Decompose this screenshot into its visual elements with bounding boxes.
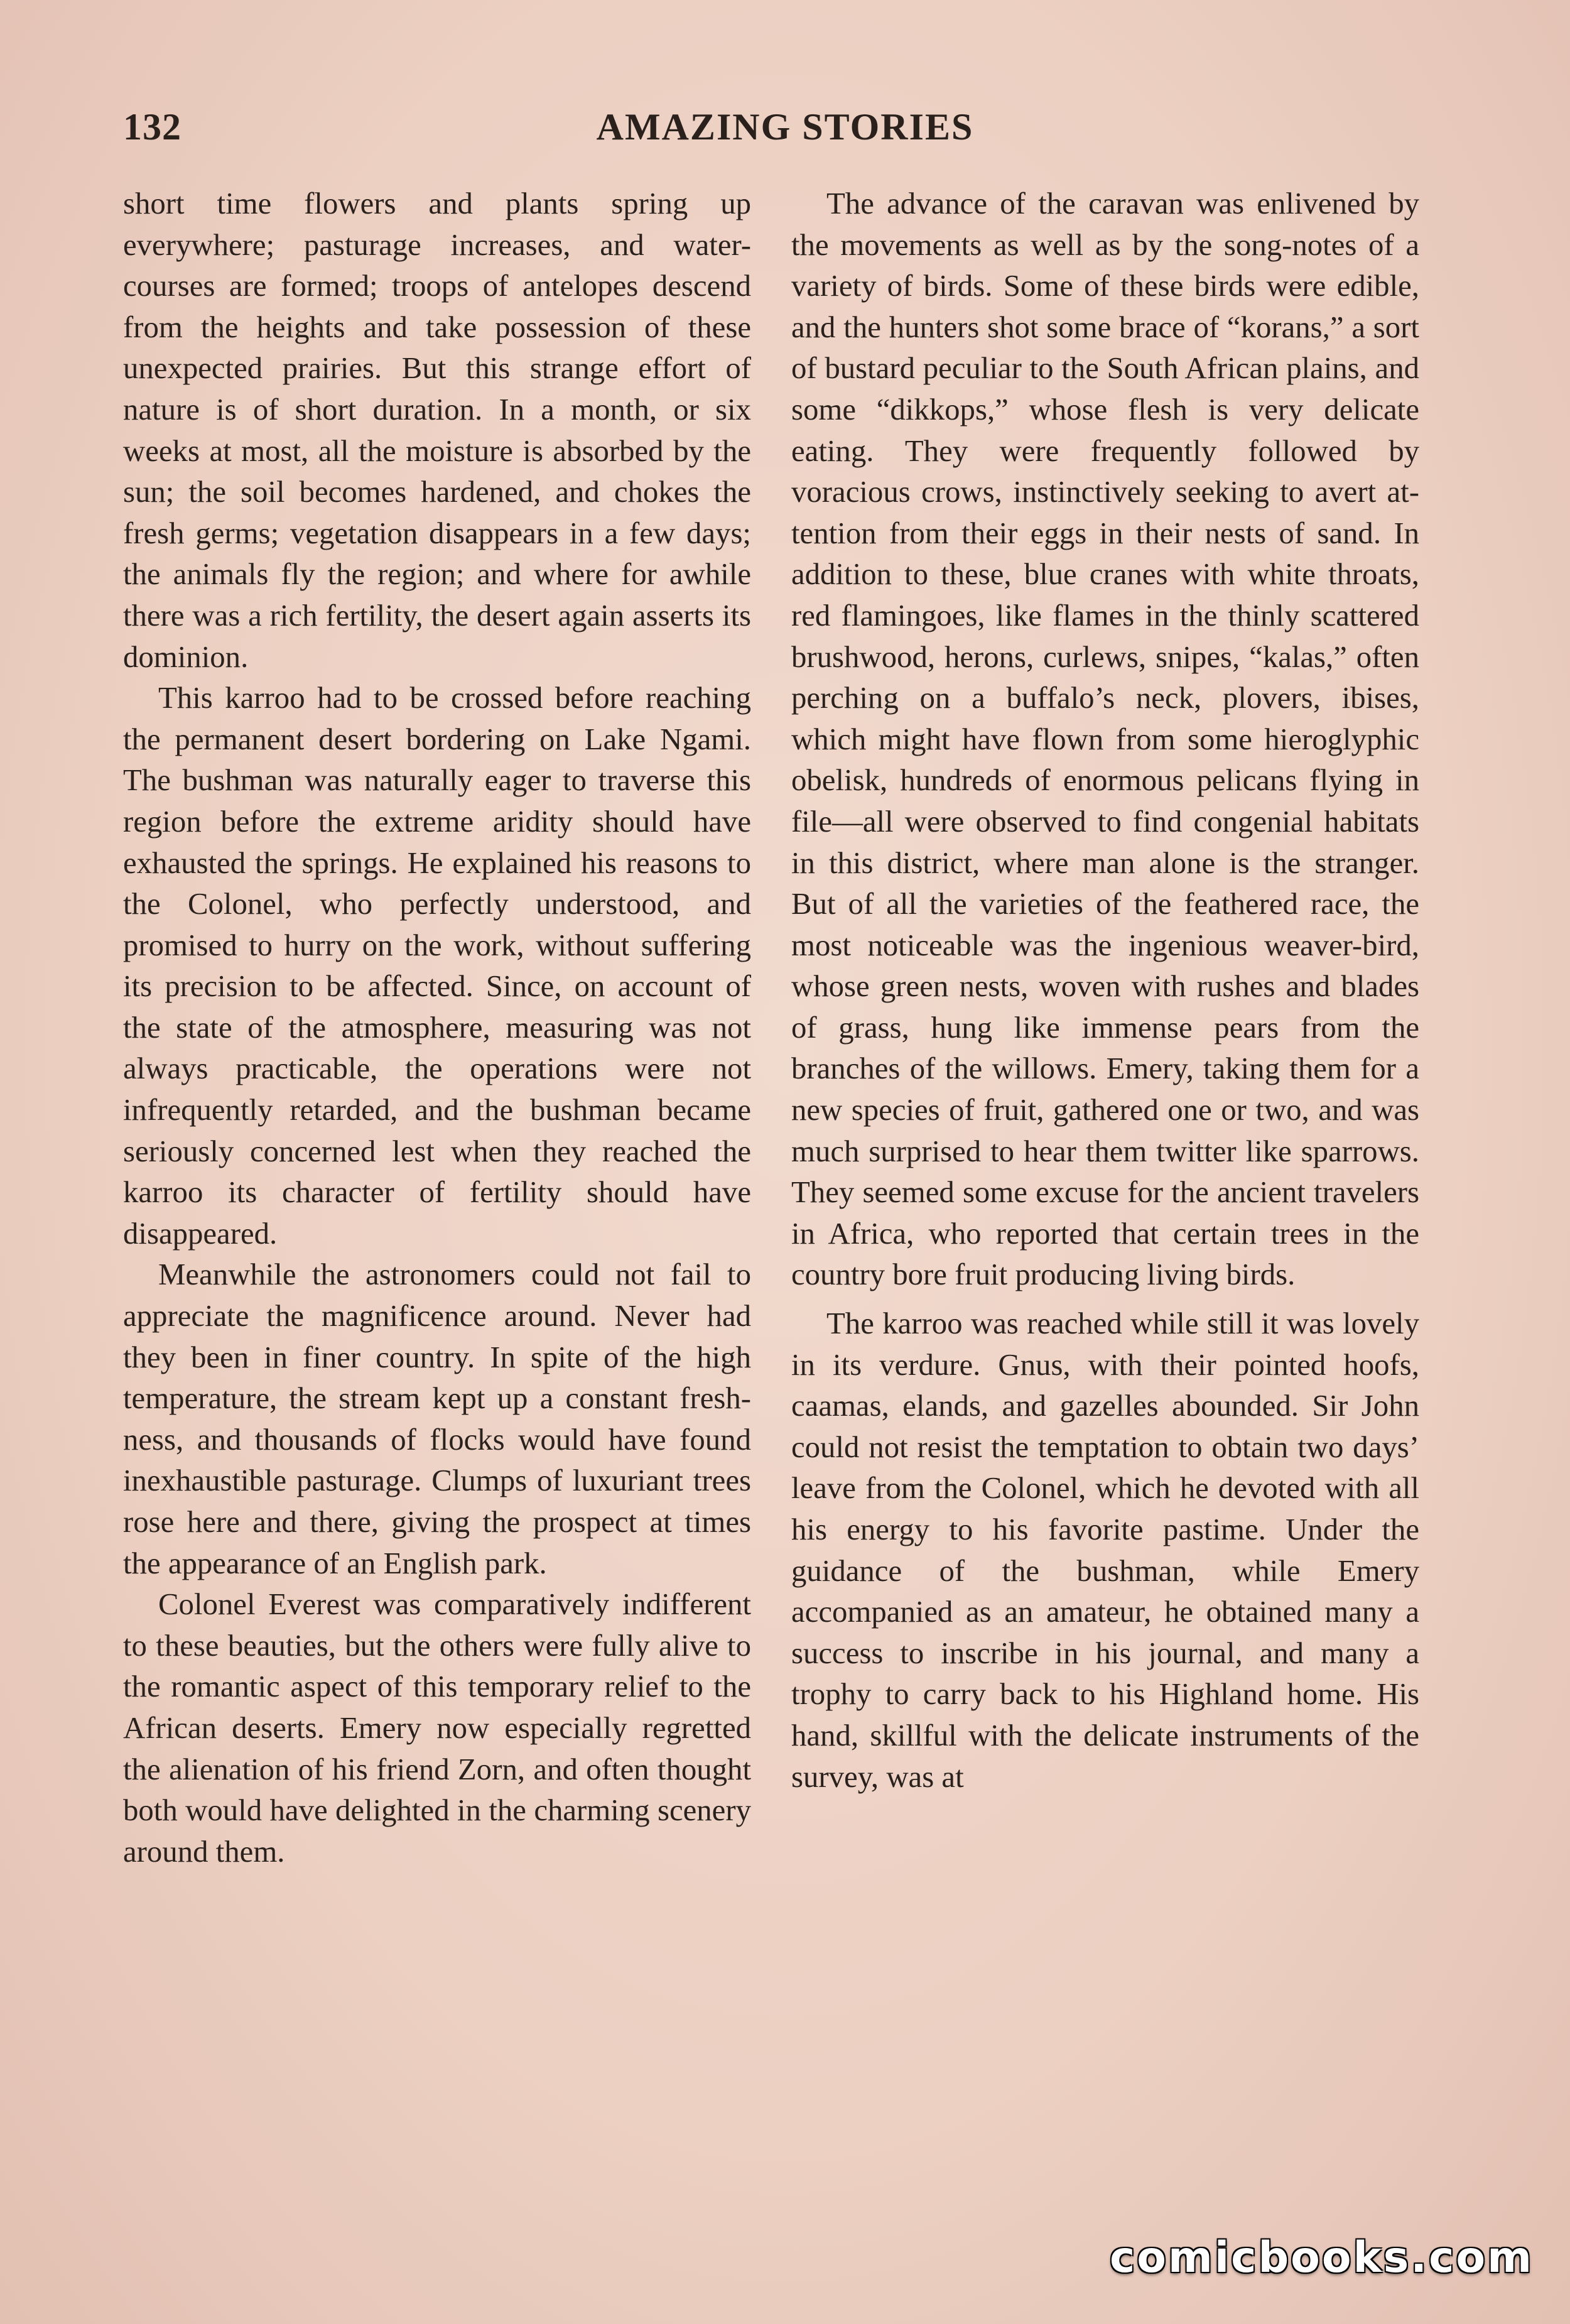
paragraph: short time flowers and plants spring up everywhere; pasturage increases, and water-courses are formed; troops of antelopes descend from the heights and take possession of these unexpected prairies. But this strange effort of nature is of short duration. In a month, or six weeks at most, all the moisture is absorbed by the sun; the soil becomes hardened, and chokes the fresh germs; vegetation disappears in a few days; the animals fly the region; and where for awhile there was a rich fertility, the desert again asserts its dominion. xyxy=(123,187,751,674)
paragraph: The karroo was reached while still it was lovely in its verdure. Gnus, with their pointed hoofs, caamas, elands, and gazelles abounded. Sir John could not resist the temptation to obtain two days’ leave from the Colonel, which he devoted with all his energy to his favorite pastime. Under the guidance of the bushman, while Emery accompanied as an amateur, he obtained many a success to inscribe in his journal, and many a trophy to carry back to his Highland home. His hand, skillful with the delicate instruments of the survey, was at xyxy=(791,1306,1419,1794)
page-number: 132 xyxy=(123,106,181,148)
paragraph: The advance of the caravan was enlivened by the movements as well as by the song-notes of a variety of birds. Some of these birds were edible, and the hunters shot some brace of “korans,” a sort of bustard peculiar to the South African plains, and some “dikkops,” whose flesh is very delicate eating. They were frequently followed by voracious crows, instinctively seeking to avert attention from their eggs in their nests of sand. In addition to these, blue cranes with white throats, red flamingoes, like flames in the thinly scattered brushwood, herons, curlews, snipes, “kalas,” often perching on a buffalo’s neck, plovers, ibises, which might have flown from some hieroglyphic obelisk, hundreds of enormous pelicans flying in file—all were observed to find congenial habitats in this district, where man alone is the stranger. But of all the varieties of the feathered race, the most noticeable was the ingenious weaver-bird, whose green nests, woven with rushes and blades of grass, hung like immense pears from the branches of the willows. Emery, taking them for a new species of fruit, gathered one or two, and was much surprised to hear them twitter like sparrows. They seemed some excuse for the ancient travelers in Africa, who reported that certain trees in the country bore fruit producing living birds. xyxy=(791,187,1419,1292)
paragraph: This karroo had to be crossed before reaching the permanent desert bordering on Lake Ngami. The bushman was naturally eager to traverse this region before the extreme aridity should have exhausted the springs. He explained his reasons to the Colonel, who perfectly understood, and promised to hurry on the work, without suffering its precision to be affected. Since, on account of the state of the atmosphere, measuring was not always practicable, the operations were not infrequently retarded, and the bushman became seriously concerned lest when they reached the karroo its character of fertility should have disappeared. xyxy=(123,681,751,1251)
paragraph: Colonel Everest was comparatively indifferent to these beauties, but the others were fully alive to the romantic aspect of this temporary relief to the African deserts. Emery now especially regretted the alienation of his friend Zorn, and often thought both would have delighted in the charming scenery around them. xyxy=(123,1587,751,1869)
left-column xyxy=(123,183,751,1872)
paragraph: Meanwhile the astronomers could not fail to appreciate the magnificence around. Never had they been in finer country. In spite of the high temperature, the stream kept up a constant freshness, and thousands of flocks would have found inexhaustible pasturage. Clumps of luxuriant trees rose here and there, giving the prospect at times the appearance of an English park. xyxy=(123,1257,751,1580)
site-watermark: comicbooks.com xyxy=(1109,2233,1534,2283)
running-title: AMAZING STORIES xyxy=(596,106,974,148)
right-column xyxy=(791,183,1419,1798)
